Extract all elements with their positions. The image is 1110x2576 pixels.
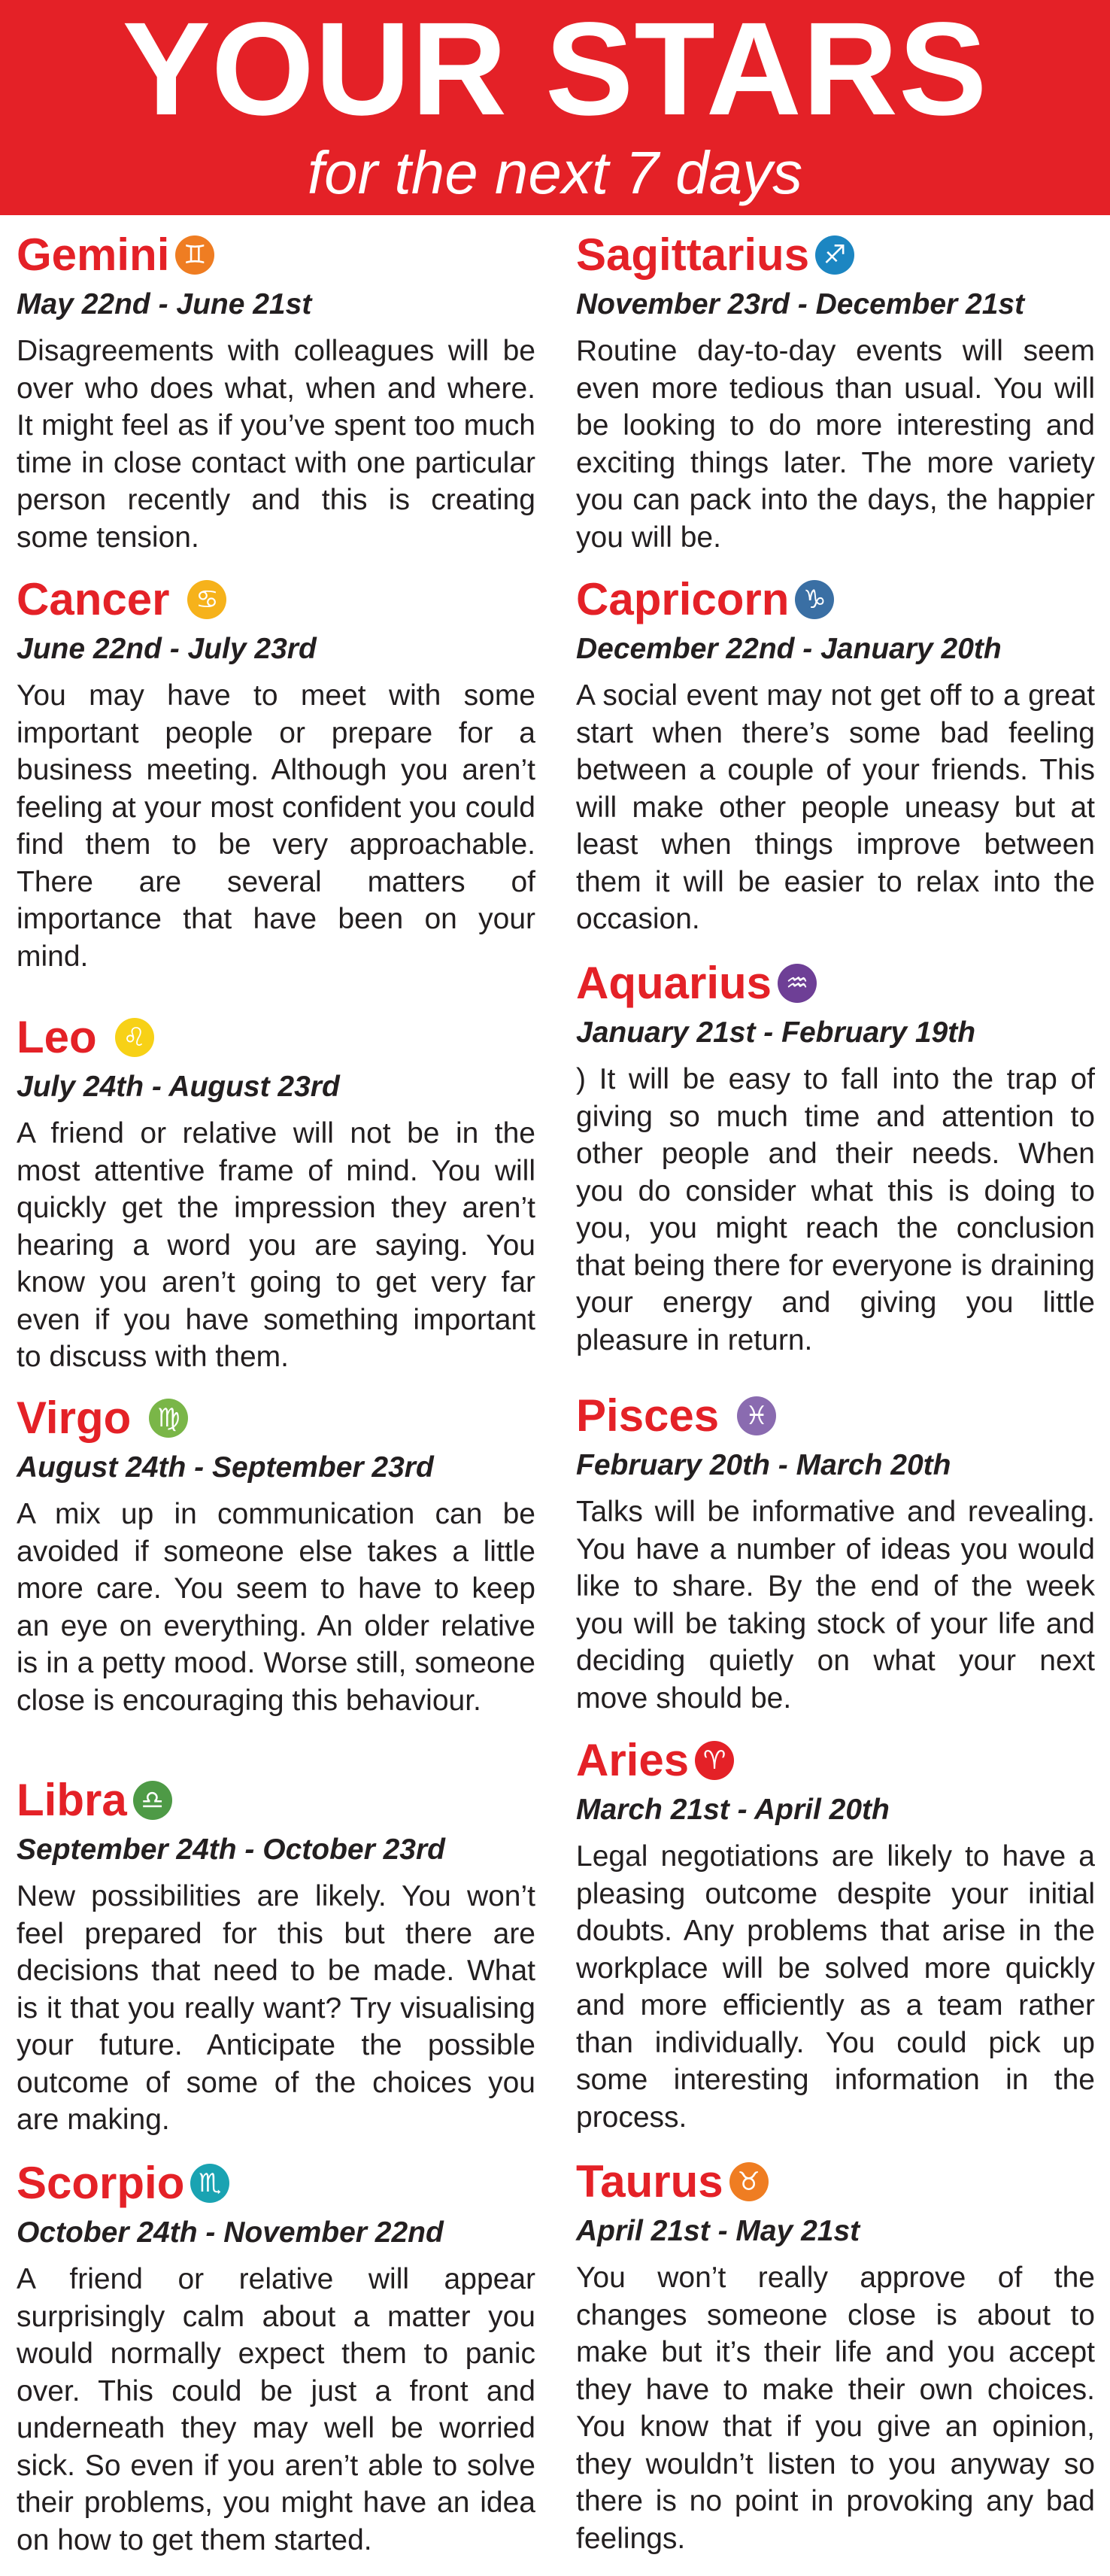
sign-text: A friend or relative will not be in the most attentive frame of mind. You will quickly get the impression they aren’t hearing a word you are saying. You know you aren’t going to get very far even if you have something important to discuss with them. (17, 1117, 535, 1373)
sign-taurus (576, 2154, 1095, 2557)
sign-aquarius (576, 955, 1095, 1359)
sign-header (17, 227, 535, 283)
sign-libra (17, 1773, 535, 2139)
sign-name: Cancer (17, 574, 170, 624)
sign-dates: February 20th - March 20th (576, 1449, 951, 1481)
aries-icon: ♈ (695, 1741, 734, 1780)
sign-name: Taurus (576, 2156, 723, 2207)
sign-header (576, 572, 1095, 627)
capricorn-icon: ♑ (795, 580, 834, 619)
pisces-icon: ♓ (737, 1396, 776, 1435)
page-subtitle: for the next 7 days (307, 139, 803, 206)
sign-header (576, 227, 1095, 283)
cancer-icon: ♋ (187, 580, 226, 619)
sign-gemini (17, 227, 535, 556)
sign-header (576, 955, 1095, 1011)
sign-text: ) It will be easy to fall into the trap of giving so much time and attention to other people and their needs. When you do consider what this is doing to you, you might reach the conclusion that being there for everyone is draining your energy and giving you little pleasure in return. (576, 1063, 1095, 1356)
sign-text: A social event may not get off to a great start when there’s some bad feeling between a couple of your friends. This will make other people uneasy but at least when things improve between them it will be easier to relax into the occasion. (576, 679, 1095, 935)
sign-text: Routine day-to-day events will seem even more tedious than usual. You will be looking to do more interesting and exciting things later. The more variety you can pack into the days, the happier you will be. (576, 335, 1095, 554)
sign-dates: June 22nd - July 23rd (17, 633, 317, 665)
sign-header (576, 1388, 1095, 1444)
sign-header (576, 2154, 1095, 2210)
aquarius-icon: ♒ (778, 964, 817, 1003)
sign-dates: April 21st - May 21st (576, 2215, 860, 2247)
sign-header (17, 1773, 535, 1828)
sign-name: Virgo (17, 1393, 132, 1443)
header-banner (0, 0, 1110, 215)
sign-name: Capricorn (576, 574, 790, 624)
page-title: YOUR STARS (122, 0, 988, 143)
sign-scorpio (17, 2155, 535, 2559)
sign-text: Disagreements with colleagues will be over who does what, when and where. It might feel as if you’ve spent too much time in close contact with one particular person recently and this is creating some tension. (17, 335, 535, 554)
sign-dates: December 22nd - January 20th (576, 633, 1002, 665)
sign-sagittarius (576, 227, 1095, 556)
libra-icon: ♎ (133, 1781, 172, 1820)
sign-text: You won’t really approve of the changes someone close is about to make but it’s their life and you accept they have to make their own choices. You know that if you give an opinion, they wouldn’t listen to you anyway so there is no point in provoking any bad feelings. (576, 2262, 1095, 2555)
sign-text: A mix up in communication can be avoided if someone else takes a little more care. You seem to have to keep an eye on everything. An older relative is in a petty mood. Worse still, someone close is encouraging this behaviour. (17, 1498, 535, 1717)
sign-pisces (576, 1388, 1095, 1717)
sign-name: Pisces (576, 1390, 720, 1441)
sign-dates: October 24th - November 22nd (17, 2216, 444, 2249)
sign-header (17, 2155, 535, 2211)
sign-header (576, 1733, 1095, 1788)
sign-virgo (17, 1390, 535, 1719)
sign-text: Legal negotiations are likely to have a pleasing outcome despite your initial doubts. Any problems that arise in the workplace will be solved more quickly and more efficiently as a team rather than individually. You could pick up some interesting information in the process. (576, 1840, 1095, 2134)
sign-text: Talks will be informative and revealing. You have a number of ideas you would like to share. By the end of the week you will be taking stock of your life and deciding quietly on what your next move should be. (576, 1496, 1095, 1715)
sign-dates: July 24th - August 23rd (17, 1071, 340, 1103)
sign-dates: September 24th - October 23rd (17, 1833, 445, 1866)
sign-header (17, 572, 535, 627)
sign-text: You may have to meet with some important people or prepare for a business meeting. Although you aren’t feeling at your most confident you could find them to be very approachable. There are several matters of importance that have been on your mind. (17, 679, 535, 973)
sign-name: Leo (17, 1012, 97, 1062)
sign-name: Scorpio (17, 2158, 185, 2208)
leo-icon: ♌ (115, 1018, 154, 1057)
sign-cancer (17, 572, 535, 975)
sign-dates: November 23rd - December 21st (576, 288, 1025, 320)
sign-name: Aquarius (576, 958, 772, 1008)
sign-leo (17, 1010, 535, 1376)
taurus-icon: ♉ (729, 2162, 769, 2201)
sign-dates: January 21st - February 19th (576, 1016, 976, 1049)
scorpio-icon: ♏ (190, 2164, 229, 2203)
sign-name: Sagittarius (576, 229, 810, 280)
sign-name: Libra (17, 1775, 127, 1825)
sign-text: New possibilities are likely. You won’t feel prepared for this but there are decisions that need to be made. What is it that you really want? Try visualising your future. Anticipate the possible outcome of some of the choices you are making. (17, 1880, 535, 2136)
sagittarius-icon: ♐ (815, 235, 854, 275)
sign-text: A friend or relative will appear surprisingly calm about a matter you would normally expect them to panic over. This could be just a front and underneath they may well be worried sick. So even if you aren’t able to solve their problems, you might have an idea on how to get them started. (17, 2263, 535, 2556)
sign-dates: March 21st - April 20th (576, 1794, 890, 1826)
sign-header (17, 1390, 535, 1446)
virgo-icon: ♍ (149, 1399, 188, 1438)
sign-header (17, 1010, 535, 1065)
sign-dates: August 24th - September 23rd (17, 1451, 434, 1484)
sign-dates: May 22nd - June 21st (17, 288, 312, 320)
gemini-icon: ♊ (175, 235, 214, 275)
sign-name: Aries (576, 1735, 690, 1785)
sign-aries (576, 1733, 1095, 2136)
sign-name: Gemini (17, 229, 170, 280)
sign-capricorn (576, 572, 1095, 938)
